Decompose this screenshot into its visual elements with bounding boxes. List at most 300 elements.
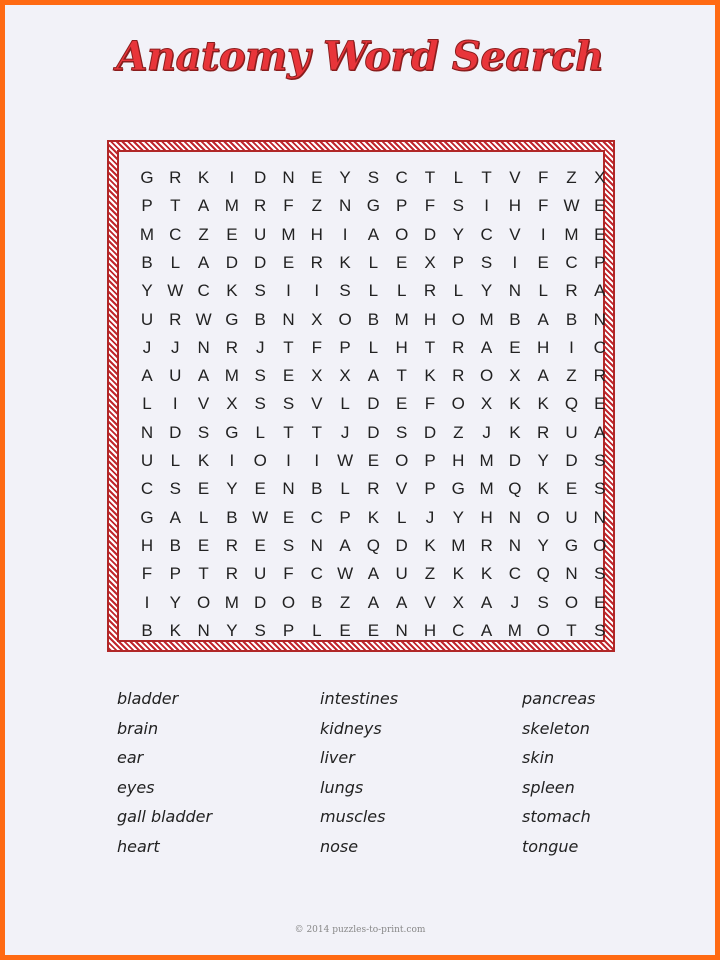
grid-letter: O bbox=[536, 620, 550, 640]
grid-letter: L bbox=[142, 394, 152, 414]
grid-letter: Y bbox=[452, 507, 464, 527]
grid-letter: S bbox=[594, 479, 606, 499]
grid-letter: U bbox=[254, 224, 267, 244]
grid-letter: M bbox=[224, 592, 239, 612]
grid-letter: X bbox=[311, 366, 323, 386]
word-list-item: tongue bbox=[522, 837, 579, 856]
grid-letter: R bbox=[452, 366, 465, 386]
grid-letter: E bbox=[396, 252, 408, 272]
grid-letter: X bbox=[226, 394, 238, 414]
grid-letter: P bbox=[169, 564, 181, 584]
grid-letter: N bbox=[508, 535, 522, 555]
grid-letter: M bbox=[451, 535, 466, 555]
grid-letter: K bbox=[169, 620, 181, 640]
grid-letter: E bbox=[594, 394, 606, 414]
grid-letter: U bbox=[395, 564, 408, 584]
grid-letter: A bbox=[480, 592, 493, 612]
grid-letter: X bbox=[594, 168, 606, 187]
grid-letter: J bbox=[425, 507, 435, 527]
word-list-item: ear bbox=[117, 748, 144, 768]
grid-letter: D bbox=[254, 168, 267, 187]
grid-letter: D bbox=[395, 535, 408, 555]
word-list-item: heart bbox=[117, 837, 160, 856]
grid-letter: W bbox=[337, 451, 354, 470]
grid-letter: E bbox=[594, 592, 606, 612]
grid-letter: I bbox=[569, 337, 574, 357]
grid-letter: M bbox=[564, 224, 579, 244]
grid-letter: K bbox=[509, 394, 521, 414]
grid-letter: N bbox=[338, 196, 352, 216]
grid-letter: J bbox=[142, 337, 152, 357]
grid-letter: L bbox=[396, 507, 407, 527]
grid-letter: E bbox=[282, 507, 295, 527]
grid-letter: T bbox=[198, 564, 209, 584]
grid-letter: C bbox=[480, 224, 493, 244]
grid-letter: Z bbox=[198, 224, 209, 244]
grid-letter: H bbox=[452, 451, 465, 470]
grid-letter: T bbox=[566, 620, 577, 640]
grid-letter: H bbox=[423, 309, 437, 329]
grid-letter: Z bbox=[566, 366, 577, 386]
grid-letter: R bbox=[480, 535, 493, 555]
grid-letter: D bbox=[565, 451, 578, 470]
grid-letter: U bbox=[565, 422, 578, 442]
grid-letter: N bbox=[565, 564, 578, 584]
grid-row bbox=[133, 334, 606, 362]
grid-letter: A bbox=[367, 366, 380, 386]
grid-letter: N bbox=[310, 535, 323, 555]
grid-letter: S bbox=[254, 394, 266, 414]
grid-letter: N bbox=[395, 620, 408, 640]
grid-letter: Y bbox=[339, 168, 351, 187]
grid-row bbox=[133, 249, 606, 277]
grid-letter: I bbox=[286, 281, 291, 301]
grid-row bbox=[133, 532, 607, 560]
grid-letter: E bbox=[254, 479, 266, 499]
grid-letter: O bbox=[395, 451, 409, 470]
grid-letter: S bbox=[594, 564, 606, 584]
grid-letter: K bbox=[537, 394, 549, 414]
grid-letter: F bbox=[311, 337, 322, 357]
grid-letter: A bbox=[480, 337, 493, 357]
grid-letter: R bbox=[593, 366, 606, 386]
grid-letter: G bbox=[225, 309, 239, 329]
grid-letter: I bbox=[229, 168, 235, 187]
grid-letter: B bbox=[141, 620, 153, 640]
grid-letter: L bbox=[340, 479, 350, 499]
grid-letter: S bbox=[282, 535, 295, 555]
grid-letter: M bbox=[224, 196, 239, 216]
grid-letter: B bbox=[141, 252, 153, 272]
grid-letter: A bbox=[169, 507, 181, 527]
grid-letter: V bbox=[509, 168, 521, 187]
grid-row bbox=[133, 306, 606, 334]
grid-letter: D bbox=[367, 422, 380, 442]
grid-letter: G bbox=[564, 535, 579, 555]
grid-letter: V bbox=[424, 592, 436, 612]
grid-letter: A bbox=[594, 422, 606, 442]
grid-letter: L bbox=[312, 620, 322, 640]
grid-letter: A bbox=[141, 366, 153, 386]
grid-letter: L bbox=[453, 281, 464, 301]
grid-letter: P bbox=[396, 196, 408, 216]
grid-letter: J bbox=[255, 337, 265, 357]
grid-letter: O bbox=[479, 366, 494, 386]
grid-letter: J bbox=[510, 592, 520, 612]
grid-letter: L bbox=[453, 168, 464, 187]
grid-letter: T bbox=[396, 366, 407, 386]
grid-letter: N bbox=[197, 620, 210, 640]
letter-grid bbox=[117, 150, 605, 642]
grid-letter: A bbox=[594, 281, 606, 301]
grid-letter: Y bbox=[226, 620, 238, 640]
grid-letter: I bbox=[512, 252, 518, 272]
grid-letter: Z bbox=[339, 592, 351, 612]
grid-letter: B bbox=[169, 535, 181, 555]
grid-letter: X bbox=[452, 592, 464, 612]
grid-letter: W bbox=[195, 309, 212, 329]
grid-letter: R bbox=[452, 337, 465, 357]
grid-letter: W bbox=[337, 564, 354, 584]
grid-letter: S bbox=[594, 451, 606, 470]
word-list-item: skin bbox=[522, 748, 555, 768]
grid-letter: Y bbox=[452, 224, 464, 244]
grid-letter: Z bbox=[566, 168, 577, 187]
grid-letter: D bbox=[254, 252, 267, 272]
grid-letter: B bbox=[254, 309, 266, 329]
grid-letter: Y bbox=[537, 451, 549, 470]
grid-letter: L bbox=[340, 394, 350, 414]
grid-letter: G bbox=[366, 196, 380, 216]
grid-letter: A bbox=[367, 592, 380, 612]
grid-letter: O bbox=[451, 309, 465, 329]
grid-letter: S bbox=[480, 252, 493, 272]
grid-letter: T bbox=[283, 337, 294, 357]
grid-row bbox=[133, 277, 606, 305]
grid-letter: Q bbox=[564, 394, 579, 414]
grid-letter: E bbox=[396, 394, 408, 414]
grid-letter: F bbox=[141, 564, 153, 584]
grid-letter: F bbox=[424, 196, 436, 216]
grid-letter: W bbox=[563, 196, 580, 216]
grid-letter: L bbox=[538, 281, 548, 301]
grid-letter: F bbox=[283, 196, 294, 216]
grid-letter: N bbox=[508, 281, 522, 301]
grid-letter: E bbox=[282, 252, 295, 272]
grid-letter: X bbox=[509, 366, 521, 386]
word-list-item: liver bbox=[320, 748, 355, 768]
grid-letter: I bbox=[314, 451, 320, 470]
grid-letter: D bbox=[225, 252, 239, 272]
grid-letter: S bbox=[452, 196, 464, 216]
grid-letter: X bbox=[311, 309, 323, 329]
word-list-item: kidneys bbox=[320, 718, 382, 738]
grid-letter: B bbox=[311, 479, 323, 499]
grid-letter: C bbox=[197, 281, 210, 301]
grid-row bbox=[133, 447, 606, 475]
grid-letter: K bbox=[197, 451, 210, 470]
grid-letter: S bbox=[254, 366, 266, 386]
grid-letter: V bbox=[197, 394, 210, 414]
grid-letter: M bbox=[139, 224, 155, 244]
grid-letter: E bbox=[339, 620, 351, 640]
grid-letter: A bbox=[396, 592, 408, 612]
word-list-item: spleen bbox=[522, 777, 575, 797]
grid-letter: L bbox=[368, 281, 379, 301]
word-list-item: pancreas bbox=[522, 689, 596, 708]
grid-letter: M bbox=[224, 366, 239, 386]
grid-letter: S bbox=[339, 281, 351, 301]
grid-letter: M bbox=[479, 451, 494, 470]
grid-letter: M bbox=[507, 620, 522, 640]
grid-letter: Y bbox=[169, 592, 181, 612]
grid-letter: O bbox=[593, 535, 607, 555]
word-list bbox=[5, 685, 715, 865]
page-title: Anatomy Word Search bbox=[116, 33, 604, 80]
grid-letter: V bbox=[396, 479, 408, 499]
grid-letter: O bbox=[564, 592, 579, 612]
grid-letter: G bbox=[140, 168, 154, 187]
grid-letter: V bbox=[311, 394, 323, 414]
grid-letter: B bbox=[509, 309, 521, 329]
grid-letter: H bbox=[395, 337, 408, 357]
grid-letter: S bbox=[169, 479, 181, 499]
grid-row bbox=[133, 589, 606, 617]
grid-letter: Q bbox=[536, 564, 550, 584]
grid-letter: R bbox=[254, 196, 267, 216]
grid-letter: N bbox=[508, 507, 522, 527]
grid-letter: B bbox=[367, 309, 380, 329]
grid-letter: G bbox=[225, 422, 239, 442]
grid-letter: B bbox=[565, 309, 578, 329]
grid-letter: C bbox=[452, 620, 465, 640]
grid-letter: I bbox=[172, 394, 178, 414]
grid-letter: A bbox=[197, 366, 210, 386]
grid-letter: K bbox=[226, 281, 238, 301]
grid-letter: R bbox=[310, 252, 323, 272]
grid-row bbox=[133, 192, 606, 220]
grid-letter: J bbox=[340, 422, 350, 442]
grid-letter: K bbox=[424, 535, 436, 555]
grid-letter: A bbox=[197, 252, 210, 272]
grid-letter: C bbox=[395, 168, 408, 187]
grid-row bbox=[133, 390, 606, 418]
grid-letter: A bbox=[480, 620, 493, 640]
grid-row bbox=[133, 164, 606, 192]
grid-letter: A bbox=[537, 366, 549, 386]
grid-letter: B bbox=[311, 592, 323, 612]
grid-row bbox=[133, 475, 606, 503]
grid-row bbox=[133, 419, 606, 447]
grid-letter: P bbox=[594, 252, 606, 272]
grid-letter: K bbox=[452, 564, 464, 584]
grid-letter: P bbox=[339, 507, 351, 527]
grid-letter: K bbox=[480, 564, 493, 584]
grid-letter: R bbox=[225, 535, 239, 555]
grid-letter: M bbox=[394, 309, 409, 329]
grid-letter: C bbox=[310, 564, 323, 584]
grid-letter: R bbox=[225, 337, 239, 357]
grid-letter: A bbox=[339, 535, 351, 555]
word-list-item: eyes bbox=[117, 777, 155, 797]
grid-letter: Z bbox=[424, 564, 436, 584]
grid-letter: T bbox=[311, 422, 322, 442]
grid-letter: R bbox=[537, 422, 550, 442]
grid-letter: B bbox=[226, 507, 238, 527]
grid-letter: H bbox=[537, 337, 550, 357]
grid-letter: P bbox=[424, 479, 436, 499]
grid-letter: P bbox=[424, 451, 436, 470]
grid-letter: S bbox=[254, 281, 266, 301]
grid-letter: Z bbox=[311, 196, 322, 216]
grid-letter: O bbox=[536, 507, 550, 527]
grid-letter: C bbox=[508, 564, 522, 584]
grid-letter: K bbox=[339, 252, 351, 272]
grid-letter: P bbox=[339, 337, 351, 357]
grid-letter: J bbox=[482, 422, 491, 442]
grid-letter: X bbox=[480, 394, 493, 414]
grid-letter: L bbox=[170, 252, 181, 272]
grid-letter: D bbox=[508, 451, 522, 470]
grid-letter: F bbox=[537, 168, 549, 187]
word-list-item: intestines bbox=[320, 689, 399, 708]
grid-letter: S bbox=[282, 394, 295, 414]
grid-letter: E bbox=[254, 535, 266, 555]
grid-letter: K bbox=[424, 366, 436, 386]
grid-row bbox=[133, 560, 606, 588]
grid-letter: N bbox=[140, 422, 154, 442]
grid-letter: R bbox=[169, 168, 182, 187]
grid-letter: I bbox=[484, 196, 489, 216]
grid-letter: E bbox=[367, 620, 380, 640]
word-list-item: brain bbox=[117, 718, 159, 738]
grid-letter: C bbox=[593, 337, 606, 357]
grid-letter: H bbox=[508, 196, 522, 216]
grid-letter: A bbox=[197, 196, 210, 216]
grid-letter: N bbox=[593, 507, 606, 527]
grid-letter: G bbox=[140, 507, 154, 527]
grid-row bbox=[133, 362, 606, 390]
grid-letter: G bbox=[451, 479, 465, 499]
grid-letter: F bbox=[424, 394, 436, 414]
grid-letter: R bbox=[169, 309, 182, 329]
grid-letter: D bbox=[254, 592, 267, 612]
grid-letter: I bbox=[229, 451, 235, 470]
grid-letter: I bbox=[286, 451, 291, 470]
grid-letter: S bbox=[197, 422, 210, 442]
grid-letter: K bbox=[197, 168, 210, 187]
grid-letter: P bbox=[141, 196, 153, 216]
grid-letter: T bbox=[424, 337, 436, 357]
grid-letter: D bbox=[423, 224, 437, 244]
grid-letter: P bbox=[282, 620, 295, 640]
grid-letter: J bbox=[171, 337, 180, 357]
grid-letter: E bbox=[226, 224, 238, 244]
copyright-footer: © 2014 puzzles-to-print.com bbox=[294, 925, 426, 935]
grid-letter: P bbox=[452, 252, 464, 272]
grid-letter: L bbox=[368, 337, 379, 357]
grid-letter: E bbox=[367, 451, 380, 470]
grid-row bbox=[133, 504, 606, 532]
word-list-item: gall bladder bbox=[117, 807, 213, 827]
grid-letter: K bbox=[367, 507, 380, 527]
grid-letter: V bbox=[509, 224, 521, 244]
worksheet-page bbox=[5, 5, 715, 955]
grid-letter: R bbox=[565, 281, 578, 301]
grid-letter: Q bbox=[508, 479, 522, 499]
grid-letter: C bbox=[169, 224, 182, 244]
grid-letter: T bbox=[481, 168, 492, 187]
grid-letter: W bbox=[252, 507, 269, 527]
grid-letter: L bbox=[198, 507, 209, 527]
grid-letter: E bbox=[197, 479, 210, 499]
grid-letter: N bbox=[282, 479, 295, 499]
grid-letter: L bbox=[170, 451, 181, 470]
grid-letter: U bbox=[254, 564, 267, 584]
grid-letter: K bbox=[537, 479, 549, 499]
grid-letter: T bbox=[283, 422, 294, 442]
word-list-item: lungs bbox=[320, 777, 364, 797]
word-list-item: skeleton bbox=[522, 718, 590, 738]
grid-letter: E bbox=[311, 168, 323, 187]
grid-letter: N bbox=[282, 168, 295, 187]
grid-letter: R bbox=[225, 564, 239, 584]
grid-letter: R bbox=[423, 281, 437, 301]
grid-letter: E bbox=[537, 252, 549, 272]
grid-letter: D bbox=[169, 422, 182, 442]
grid-letter: A bbox=[367, 564, 380, 584]
grid-row bbox=[133, 617, 606, 645]
grid-letter: Q bbox=[366, 535, 380, 555]
grid-letter: S bbox=[367, 168, 380, 187]
grid-letter: S bbox=[594, 620, 606, 640]
grid-letter: O bbox=[196, 592, 211, 612]
grid-letter: Y bbox=[141, 281, 153, 301]
grid-letter: E bbox=[594, 224, 606, 244]
grid-letter: Y bbox=[537, 535, 549, 555]
grid-letter: U bbox=[169, 366, 182, 386]
grid-letter: E bbox=[282, 366, 295, 386]
grid-letter: E bbox=[565, 479, 578, 499]
grid-letter: K bbox=[509, 422, 521, 442]
grid-letter: Z bbox=[453, 422, 464, 442]
grid-row bbox=[133, 221, 606, 249]
grid-letter: C bbox=[310, 507, 323, 527]
grid-letter: C bbox=[565, 252, 578, 272]
grid-letter: Y bbox=[226, 479, 238, 499]
grid-letter: M bbox=[479, 309, 494, 329]
grid-letter: E bbox=[197, 535, 210, 555]
grid-letter: I bbox=[540, 224, 546, 244]
grid-letter: U bbox=[140, 451, 154, 470]
grid-letter: O bbox=[253, 451, 267, 470]
word-list-item: muscles bbox=[320, 807, 386, 827]
grid-letter: M bbox=[479, 479, 494, 499]
grid-letter: H bbox=[423, 620, 437, 640]
grid-letter: H bbox=[310, 224, 323, 244]
grid-letter: X bbox=[339, 366, 351, 386]
grid-letter: S bbox=[537, 592, 549, 612]
grid-letter: W bbox=[167, 281, 184, 301]
grid-letter: D bbox=[367, 394, 380, 414]
grid-letter: D bbox=[423, 422, 437, 442]
grid-letter: L bbox=[396, 281, 407, 301]
grid-letter: O bbox=[451, 394, 465, 414]
grid-letter: N bbox=[282, 309, 295, 329]
grid-letter: Y bbox=[480, 281, 493, 301]
grid-letter: O bbox=[395, 224, 409, 244]
grid-letter: I bbox=[342, 224, 348, 244]
